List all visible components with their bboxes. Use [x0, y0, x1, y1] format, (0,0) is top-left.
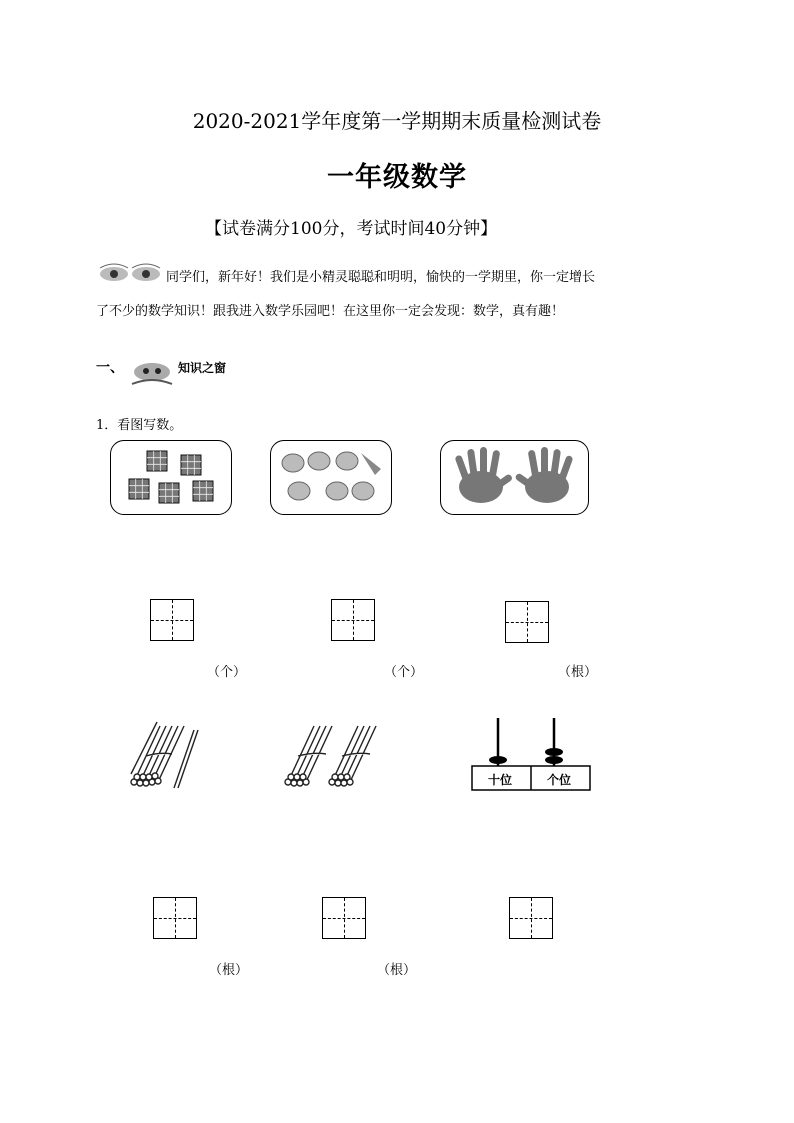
- answer-box-sticks-2[interactable]: [322, 897, 366, 939]
- exam-title: 2020-2021学年度第一学期期末质量检测试卷: [192, 109, 602, 133]
- exam-info: 【试卷满分100分，考试时间40分钟】: [205, 219, 498, 239]
- unit-label-sticks-1: （根）: [209, 963, 249, 978]
- intro-text-1: 同学们，新年好！我们是小精灵聪聪和明明，愉快的一学期里，你一定增长: [166, 270, 596, 285]
- hands-picture: [440, 440, 589, 515]
- answer-box-abacus[interactable]: [509, 897, 553, 939]
- section-title: 知识之窗: [178, 361, 227, 375]
- answer-box-sticks-1[interactable]: [153, 897, 197, 939]
- unit-label-sticks-2: （根）: [377, 963, 417, 978]
- intro-line-2: 了不少的数学知识！跟我进入数学乐园吧！在这里你一定会发现：数学，真有趣！: [96, 304, 565, 319]
- peanuts-picture: [270, 440, 392, 515]
- rubiks-cube-icon: [111, 441, 231, 514]
- answer-box-peanuts[interactable]: [331, 599, 375, 641]
- hand-icon: [441, 441, 588, 514]
- question-1-prompt: 1．看图写数。: [96, 418, 183, 433]
- abacus-picture: [458, 714, 598, 794]
- cubes-picture: [110, 440, 232, 515]
- abacus-tens-label: 十位: [488, 773, 513, 787]
- answer-box-fingers[interactable]: [505, 601, 549, 643]
- elf-mascot-icon: [98, 262, 162, 284]
- peanut-icon: [271, 441, 391, 514]
- two-stick-bundles-icon: [278, 716, 382, 792]
- elf-mascot-icon: [128, 358, 174, 388]
- stick-bundle-icon: [120, 716, 212, 792]
- unit-label-fingers: （根）: [558, 665, 598, 680]
- section-number: 一、: [96, 360, 124, 376]
- abacus-icon: [458, 714, 598, 794]
- exam-subtitle: 一年级数学: [327, 162, 467, 193]
- unit-label-peanuts: （个）: [384, 665, 424, 680]
- abacus-ones-label: 个位: [547, 773, 572, 787]
- answer-box-cubes[interactable]: [150, 599, 194, 641]
- unit-label-cubes: （个）: [207, 665, 247, 680]
